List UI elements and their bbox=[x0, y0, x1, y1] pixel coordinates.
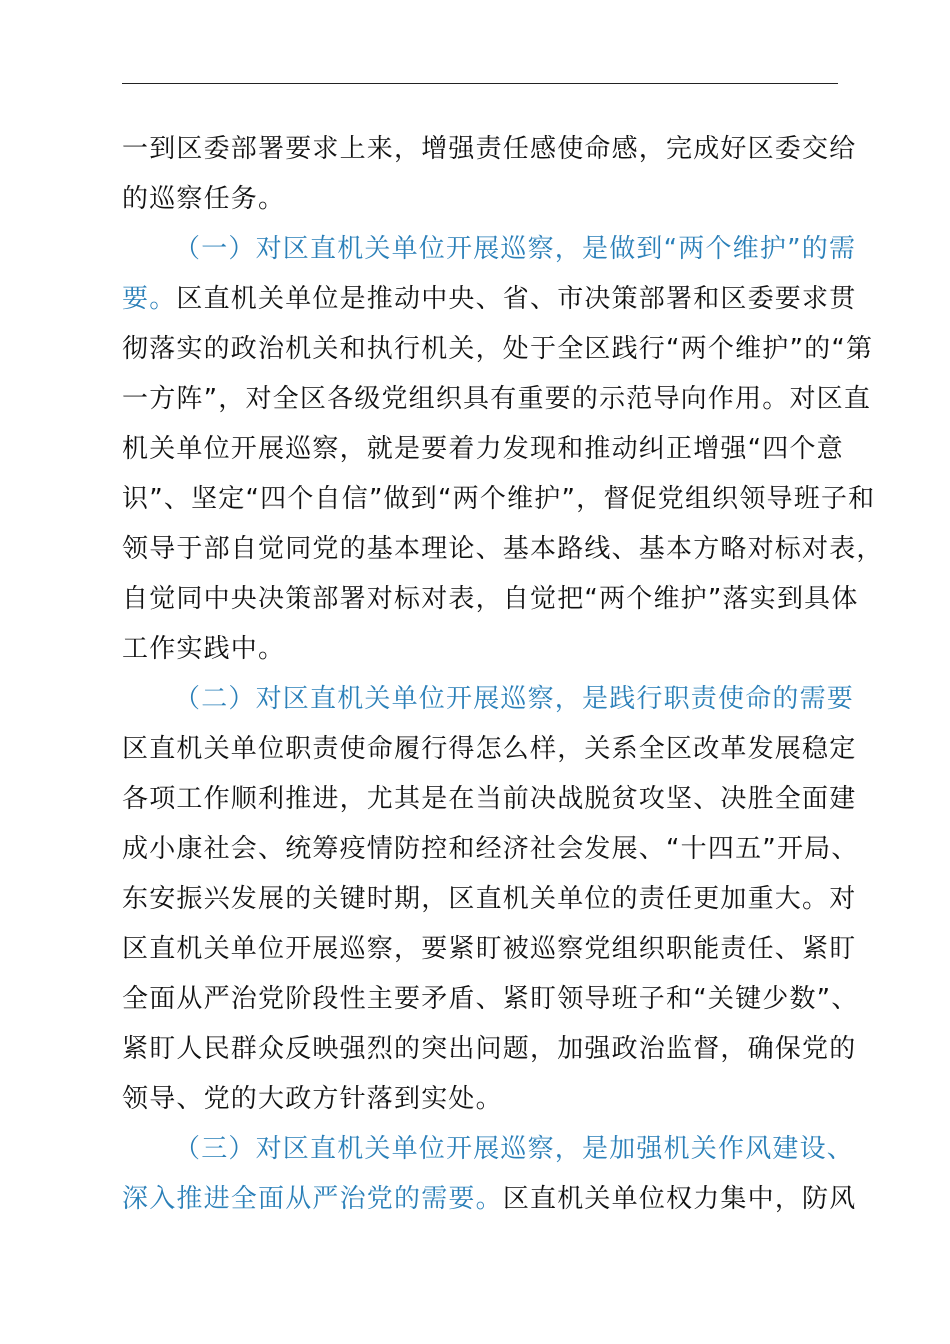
section-heading-3-continued: 深入推进全面从严治党的需要。区直机关单位权力集中，防风 bbox=[122, 1184, 857, 1214]
body-line: 全面从严治党阶段性主要矛盾、紧盯领导班子和“关键少数”、 bbox=[122, 984, 859, 1014]
body-line: 工作实践中。 bbox=[122, 634, 286, 664]
body-line: 领导于部自觉同党的基本理论、基本路线、基本方略对标对表， bbox=[122, 534, 884, 564]
body-line: 领导、党的大政方针落到实处。 bbox=[122, 1084, 503, 1114]
body-line: 识”、坚定“四个自信”做到“两个维护”，督促党组织领导班子和 bbox=[122, 484, 876, 514]
body-line: 成小康社会、统筹疫情防控和经济社会发展、“十四五”开局、 bbox=[122, 834, 859, 864]
body-line: 彻落实的政治机关和执行机关，处于全区践行“两个维护”的“第 bbox=[122, 334, 874, 364]
body-line: 自觉同中央决策部署对标对表，自觉把“两个维护”落实到具体 bbox=[122, 584, 859, 614]
body-line: 一到区委部署要求上来，增强责任感使命感，完成好区委交给 bbox=[122, 134, 857, 164]
body-line: 区直机关单位开展巡察，要紧盯被巡察党组织职能责任、紧盯 bbox=[122, 934, 857, 964]
section-heading-1: （一）对区直机关单位开展巡察，是做到“两个维护”的需 bbox=[174, 234, 857, 264]
section-heading-2: （二）对区直机关单位开展巡察，是践行职责使命的需要 bbox=[174, 684, 855, 714]
body-line: 一方阵”，对全区各级党组织具有重要的示范导向作用。对区直 bbox=[122, 384, 872, 414]
body-line: 紧盯人民群众反映强烈的突出问题，加强政治监督，确保党的 bbox=[122, 1034, 857, 1064]
section-heading-1-continued: 要。区直机关单位是推动中央、省、市决策部署和区委要求贯 bbox=[122, 284, 857, 314]
body-line: 区直机关单位职责使命履行得怎么样，关系全区改革发展稳定 bbox=[122, 734, 857, 764]
section-heading-3: （三）对区直机关单位开展巡察，是加强机关作风建设、 bbox=[174, 1134, 855, 1164]
document-body bbox=[122, 124, 884, 1224]
body-line: 各项工作顺利推进，尤其是在当前决战脱贫攻坚、决胜全面建 bbox=[122, 784, 857, 814]
body-line: 的巡察任务。 bbox=[122, 184, 286, 214]
body-line: 机关单位开展巡察，就是要着力发现和推动纠正增强“四个意 bbox=[122, 434, 844, 464]
body-line: 东安振兴发展的关键时期，区直机关单位的责任更加重大。对 bbox=[122, 884, 857, 914]
header-rule bbox=[122, 83, 838, 84]
